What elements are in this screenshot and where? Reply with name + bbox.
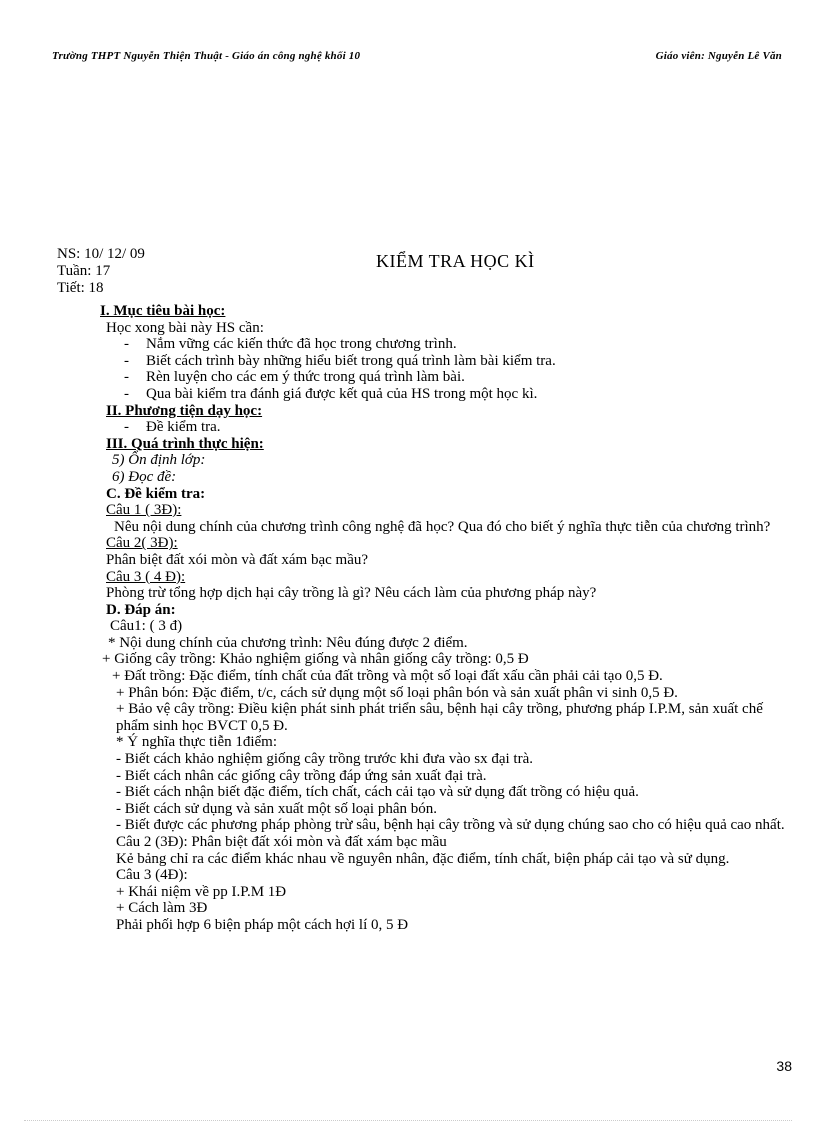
answer-line: - Biết được các phương pháp phòng trừ sâu, bệnh hại cây trồng và sử dụng chúng sao cho có hiệu quả cao nhất. — [116, 817, 785, 834]
answer-line: + Đất trồng: Đặc điểm, tính chất của đất trồng và một số loại đất xấu cần phải cải tạo 0,5 Đ. — [112, 668, 663, 685]
answer-line: - Biết cách nhận biết đặc điểm, tích chất, cách cải tạo và sử dụng đất trồng có hiệu quả. — [116, 784, 639, 801]
answer-line: Phải phối hợp 6 biện pháp một cách hợi lí 0, 5 Đ — [116, 916, 409, 933]
question-label: Câu 1 ( 3Đ): — [106, 502, 182, 519]
answer-line: Câu 2 (3Đ): Phân biệt đất xói mòn và đất xám bạc mầu — [116, 834, 447, 850]
header-school-course: Trường THPT Nguyễn Thiện Thuật - Giáo án công nghệ khối 10 — [52, 50, 361, 62]
week: Tuần: 17 — [57, 263, 111, 279]
step-item: 6) Đọc đề: — [112, 468, 177, 485]
footer-divider — [24, 1120, 792, 1121]
question-text: Nêu nội dung chính của chương trình công nghệ đã học? Qua đó cho biết ý nghĩa thực tiễn của chương trình? — [114, 518, 771, 535]
answer-line: + Giống cây trồng: Khảo nghiệm giống và nhân giống cây trồng: 0,5 Đ — [102, 651, 529, 668]
lesson-meta — [57, 246, 145, 297]
section1-intro: Học xong bài này HS cần: — [106, 319, 264, 336]
section1-heading: I. Mục tiêu bài học: — [100, 303, 226, 319]
section3-heading: III. Quá trình thực hiện: — [106, 435, 264, 452]
answer-line: + Phân bón: Đặc điểm, t/c, cách sử dụng một số loại phân bón và sản xuất phân vi sinh 0,5 Đ. — [116, 684, 678, 701]
list-item: - Rèn luyện cho các em ý thức trong quá trình làm bài. — [124, 369, 465, 386]
answer-line: Câu1: ( 3 đ) — [110, 618, 183, 635]
list-item: - Đề kiểm tra. — [124, 419, 221, 436]
list-item: - Nắm vững các kiến thức đã học trong chương trình. — [124, 336, 457, 353]
answer-line: * Nội dung chính của chương trình: Nêu đúng được 2 điểm. — [108, 634, 468, 651]
period: Tiết: 18 — [57, 280, 104, 296]
header-teacher: Giáo viên: Nguyễn Lê Văn — [655, 50, 782, 62]
document-body — [100, 303, 796, 934]
answer-line: Kẻ bảng chỉ ra các điểm khác nhau về nguyên nhân, đặc điểm, tính chất, biện pháp cải tạo và sử dụng. — [116, 850, 730, 867]
exam-heading: C. Đề kiểm tra: — [106, 485, 206, 502]
answer-line: - Biết cách sử dụng và sản xuất một số loại phân bón. — [116, 800, 437, 817]
ns-date: NS: 10/ 12/ 09 — [57, 246, 145, 262]
page-number: 38 — [776, 1058, 792, 1074]
question-label: Câu 3 ( 4 Đ): — [106, 568, 186, 585]
question-label: Câu 2( 3Đ): — [106, 535, 178, 552]
answer-line: Câu 3 (4Đ): — [116, 867, 188, 884]
section2-heading: II. Phương tiện dạy học: — [106, 402, 263, 419]
answer-line: + Cách làm 3Đ — [116, 900, 208, 917]
step-item: 5) Ổn định lớp: — [112, 452, 206, 469]
answer-line: - Biết cách khảo nghiệm giống cây trồng trước khi đưa vào sx đại trà. — [116, 751, 533, 768]
answers-heading: D. Đáp án: — [106, 601, 176, 618]
answer-line: + Khái niệm về pp I.P.M 1Đ — [116, 883, 287, 900]
answer-line: - Biết cách nhân các giống cây trồng đáp ứng sản xuất đại trà. — [116, 767, 487, 784]
question-text: Phòng trừ tổng hợp dịch hại cây trồng là gì? Nêu cách làm của phương pháp này? — [106, 585, 597, 602]
question-text: Phân biệt đất xói mòn và đất xám bạc mầu? — [106, 551, 369, 568]
list-item: - Qua bài kiểm tra đánh giá được kết quả của HS trong một học kì. — [124, 385, 538, 402]
answer-line: + Bảo vệ cây trồng: Điều kiện phát sinh phát triển sâu, bệnh hại cây trồng, phương pháp I.P.M, sản xuất chế phẩm sinh học BVCT 0,5 Đ. — [116, 701, 763, 734]
list-item: - Biết cách trình bày những hiểu biết trong quá trình làm bài kiểm tra. — [124, 352, 556, 369]
answer-line: * Ý nghĩa thực tiễn 1điểm: — [116, 734, 278, 751]
page-title: KIỂM TRA HỌC KÌ — [376, 251, 535, 271]
